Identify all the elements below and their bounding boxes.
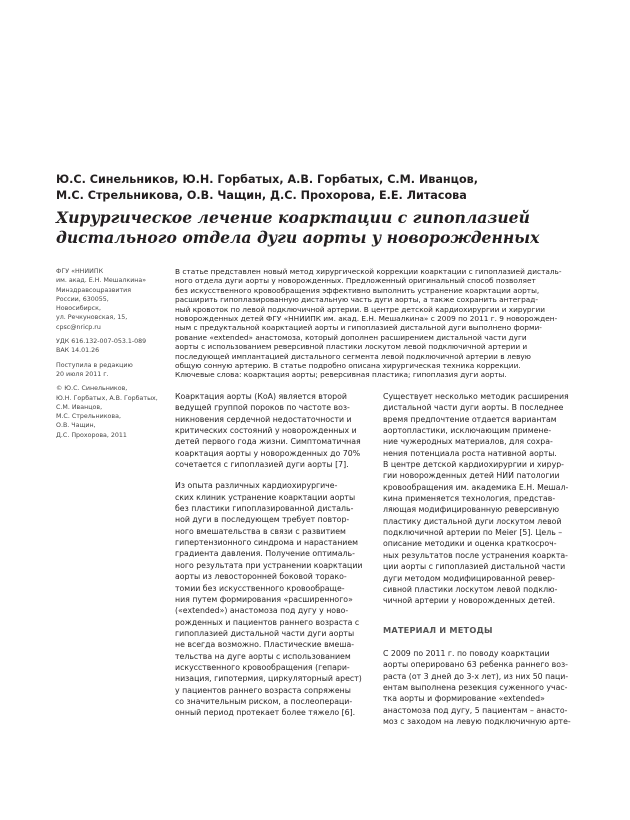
text-line: гии новорожденных детей НИИ патологии bbox=[383, 471, 560, 481]
vak-code: ВАК 14.01.26 bbox=[56, 347, 100, 355]
title-line: дистального отдела дуги аорты у новорожденных bbox=[56, 228, 540, 247]
text-line: пластику дистальной дуги лоскутом левой bbox=[383, 516, 562, 526]
abstract-line: ный кровоток по левой подключичной артерии. В центре детской кардиохирургии и хирургии bbox=[175, 304, 545, 314]
text-line: нения потенциала роста нативной аорты. bbox=[383, 448, 557, 458]
text-line: моз с заходом на левую подключичную арте- bbox=[383, 716, 571, 726]
text-line: градиента давления. Получение оптималь- bbox=[175, 549, 355, 559]
abstract-line: ного отдела дуги аорты у новорожденных. Предложенный оригинальный способ позволяет bbox=[175, 276, 536, 286]
text-line: гипоплазией дистальной части дуги аорты bbox=[175, 628, 355, 638]
classification-codes bbox=[56, 337, 168, 356]
copyright-line: С.М. Иванцов, bbox=[56, 403, 103, 411]
text-line: аортопластики, исключающим примене- bbox=[383, 426, 552, 436]
body-column-right bbox=[383, 391, 579, 727]
text-line: томии без искусственного кровообраще- bbox=[175, 583, 345, 593]
received-line: 20 июля 2011 г. bbox=[56, 370, 109, 378]
article-title bbox=[56, 208, 596, 248]
abstract-line: В статье представлен новый метод хирургической коррекции коарктации с гипоплазией дисталь- bbox=[175, 267, 562, 276]
text-line: критических состояний у новорожденных и bbox=[175, 426, 357, 436]
text-line: ведущей группой пороков по частоте воз- bbox=[175, 403, 350, 413]
affiliation-line: Минздравсоцразвития bbox=[56, 286, 132, 294]
received-line: Поступила в редакцию bbox=[56, 361, 133, 369]
text-line: дуги методом модифицированной ревер- bbox=[383, 573, 555, 583]
text-line: ных результатов после устранения коаркта- bbox=[383, 550, 568, 560]
text-line: сочетается с гипоплазией дуги аорты [7]. bbox=[175, 460, 349, 470]
abstract-line: расширить гипоплазированную дистальную часть дуги аорты, а также сохранить антеград- bbox=[175, 295, 538, 305]
text-line: коарктация аорты у новорожденных до 70% bbox=[175, 448, 361, 458]
authors bbox=[56, 172, 596, 204]
abstract-line: последующей имплантацией дистального сегмента левой подключичной артерии в левую bbox=[175, 351, 531, 361]
title-line: Хирургическое лечение коарктации с гипоплазией bbox=[56, 208, 530, 227]
body-column-left bbox=[175, 391, 370, 719]
paragraph bbox=[383, 648, 579, 727]
text-line: тельства на дуге аорты с использованием bbox=[175, 651, 351, 661]
affiliation-email: cpsc@nricp.ru bbox=[56, 323, 101, 331]
text-line: низация, гипотермия, циркуляторный арест) bbox=[175, 674, 362, 684]
text-line: ной дуги в последующем требует повтор- bbox=[175, 515, 350, 525]
abstract-line: общую сонную артерию. В статье подробно описана хирургическая техника коррекции. bbox=[175, 361, 521, 371]
copyright-line: Ю.Н. Горбатых, А.В. Горбатых, bbox=[56, 394, 158, 402]
copyright-line: М.С. Стрельникова, bbox=[56, 413, 121, 421]
text-line: ляющая модифицированную реверсивную bbox=[383, 505, 560, 515]
text-line: гипертензионного синдрома и нарастанием bbox=[175, 538, 359, 548]
paragraph bbox=[383, 391, 579, 607]
text-line: чичной артерии у новорожденных детей. bbox=[383, 596, 556, 606]
affiliation-line: ул. Речкуновская, 15, bbox=[56, 314, 128, 322]
text-line: ного вмешательства в связи с развитием bbox=[175, 526, 346, 536]
paragraph bbox=[175, 391, 370, 470]
text-line: В центре детской кардиохирургии и хирур- bbox=[383, 460, 564, 470]
text-line: Существует несколько методик расширения bbox=[383, 392, 569, 401]
affiliation bbox=[56, 267, 168, 332]
abstract-line: без искусственного кровообращения эффективно выполнить устранение коарктации аорты, bbox=[175, 285, 540, 295]
affiliation-line: России, 630055, bbox=[56, 295, 109, 303]
text-line: С 2009 по 2011 г. по поводу коарктации bbox=[383, 648, 550, 658]
text-line: кина применяется технология, представ- bbox=[383, 494, 556, 504]
text-line: ции аорты с гипоплазией дистальной части bbox=[383, 562, 566, 572]
authors-line: М.С. Стрельникова, О.В. Чащин, Д.С. Прохорова, Е.Е. Литасова bbox=[56, 189, 467, 202]
text-line: ентам выполнена резекция суженного учас- bbox=[383, 682, 568, 692]
copyright-line: © Ю.С. Синельников, bbox=[56, 385, 128, 393]
text-line: не всегда возможно. Пластические вмеша- bbox=[175, 640, 355, 650]
text-line: дистальной части дуги аорты. В последнее bbox=[383, 403, 564, 413]
section-heading: МАТЕРИАЛ И МЕТОДЫ bbox=[383, 624, 493, 635]
text-line: у пациентов раннего возраста сопряжены bbox=[175, 685, 351, 695]
text-line: сивной пластики лоскутом левой подклю- bbox=[383, 584, 558, 594]
abstract-line: ным с предуктальной коарктацией аорты и гипоплазией дистальной дуги выполнено форми- bbox=[175, 323, 542, 333]
sidebar-metadata bbox=[56, 267, 168, 445]
paragraph bbox=[175, 480, 370, 718]
abstract bbox=[175, 267, 580, 380]
text-line: описание методики и оценка краткосроч- bbox=[383, 539, 557, 549]
text-line: анастомоза под дугу, 5 пациентам – анасто- bbox=[383, 705, 568, 715]
authors-line: Ю.С. Синельников, Ю.Н. Горбатых, А.В. Горбатых, С.М. Иванцов, bbox=[56, 173, 478, 186]
text-line: онный период протекает более тяжело [6]. bbox=[175, 708, 356, 718]
keywords: Ключевые слова: коарктация аорты; реверсивная пластика; гипоплазия дуги аорты. bbox=[175, 370, 507, 380]
abstract-line: аорты с использованием реверсивной пластики лоскутом левой подключичной артерии и bbox=[175, 342, 528, 352]
text-line: подключичной артерии по Meier [5]. Цель – bbox=[383, 528, 563, 538]
text-line: аорты оперировано 63 ребенка раннего воз- bbox=[383, 660, 568, 670]
text-line: со значительным риском, а послеопераци- bbox=[175, 696, 353, 706]
copyright-line: Д.С. Прохорова, 2011 bbox=[56, 431, 127, 439]
text-line: никновения сердечной недостаточности и bbox=[175, 414, 352, 424]
text-line: детей первого года жизни. Симптоматичная bbox=[175, 437, 361, 447]
text-line: искусственного кровообращения (гепари- bbox=[175, 662, 350, 672]
text-line: Из опыта различных кардиохирургиче- bbox=[175, 481, 338, 491]
text-line: ских клиник устранение коарктации аорты bbox=[175, 492, 356, 502]
text-line: рожденных и пациентов раннего возраста с bbox=[175, 617, 360, 627]
copyright-line: О.В. Чащин, bbox=[56, 422, 96, 430]
udc-code: УДК 616.132-007-053.1-089 bbox=[56, 338, 147, 346]
abstract-line: новорожденных детей ФГУ «ННИИПК им. акад. Е.Н. Мешалкина» с 2009 по 2011 г. 9 новорожден- bbox=[175, 314, 558, 324]
abstract-line: рование «extended» анастомоза, который дополнен расширением дистальной части дуги bbox=[175, 332, 527, 342]
text-line: ного результата при устранении коарктации bbox=[175, 560, 363, 570]
received-date bbox=[56, 361, 168, 380]
text-line: кровообращения им. академика Е.Н. Мешал- bbox=[383, 482, 569, 492]
text-line: тка аорты и формирование «extended» bbox=[383, 694, 545, 704]
text-line: аорты из левосторонней боковой торако- bbox=[175, 572, 347, 582]
text-line: время предпочтение отдается вариантам bbox=[383, 414, 557, 424]
text-line: ния путем формирования «расширенного» bbox=[175, 594, 353, 604]
text-line: («extended») анастомоза под дугу у ново- bbox=[175, 606, 349, 616]
affiliation-line: ФГУ «ННИИПК bbox=[56, 268, 104, 275]
text-line: Коарктация аорты (КоА) является второй bbox=[175, 392, 347, 401]
text-line: раста (от 3 дней до 3-х лет), из них 50 паци- bbox=[383, 671, 569, 681]
affiliation-line: Новосибирск, bbox=[56, 305, 101, 313]
affiliation-line: им. акад. Е.Н. Мешалкина» bbox=[56, 277, 147, 285]
copyright bbox=[56, 384, 168, 440]
text-line: ние чужеродных материалов, для сохра- bbox=[383, 437, 553, 447]
text-line: без пластики гипоплазированной дисталь- bbox=[175, 504, 354, 514]
